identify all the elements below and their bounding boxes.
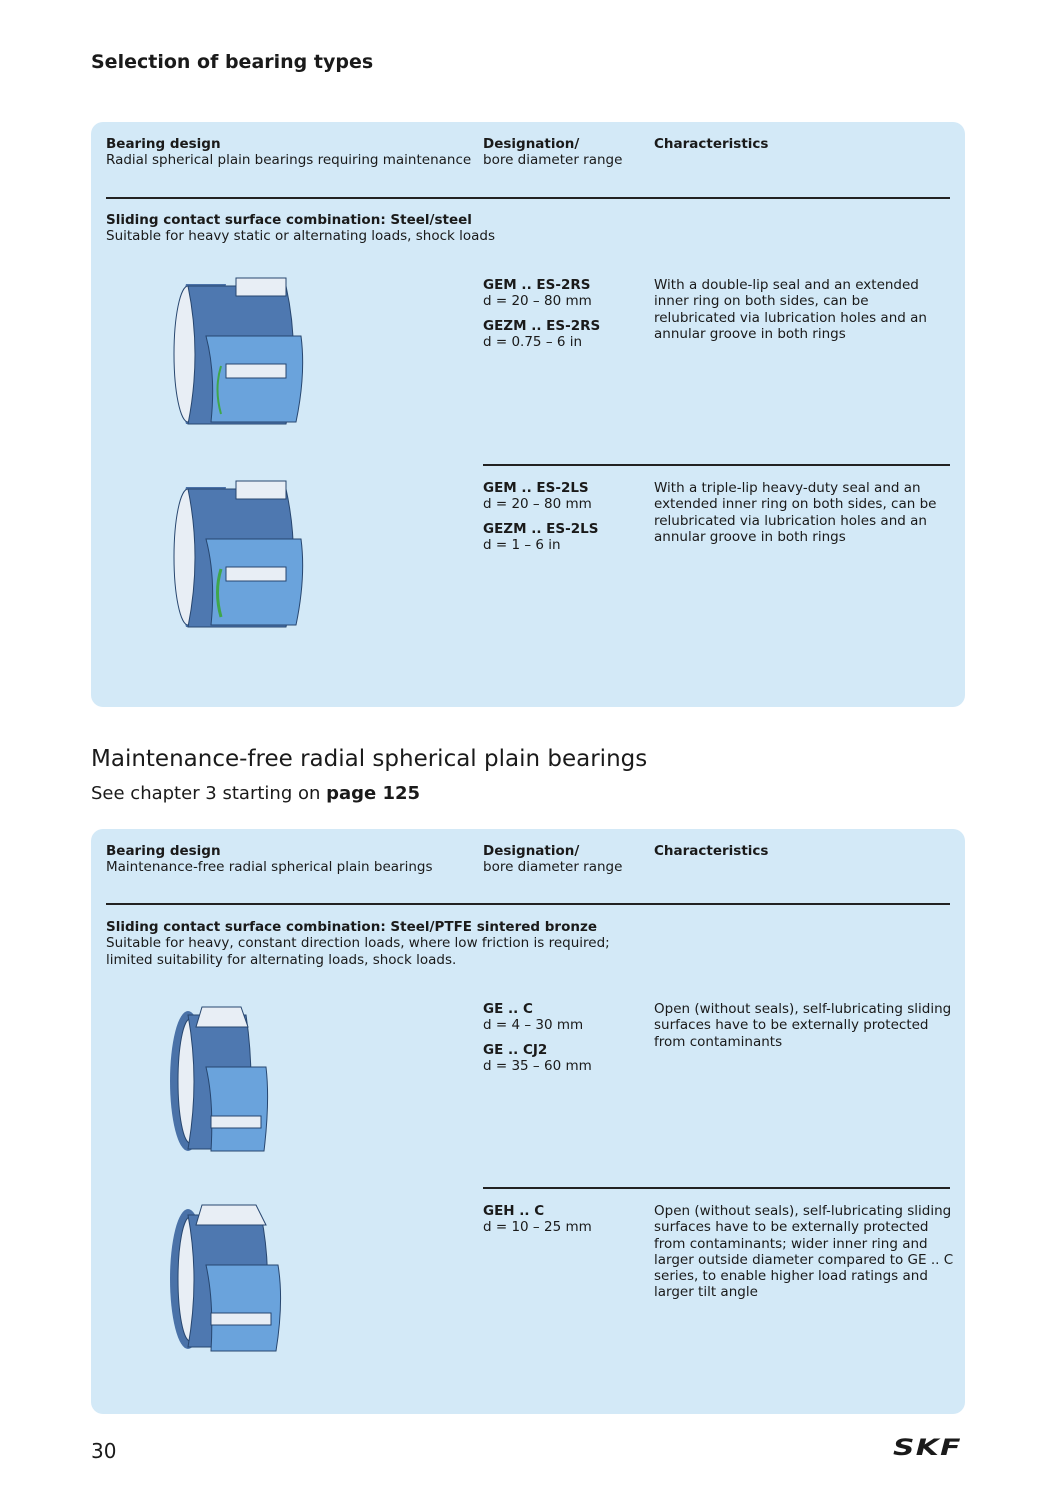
bearing-illustration-heavy-seal [166,477,306,637]
group-desc: limited suitability for alternating loads, shock loads. [106,951,457,968]
designation-code: GEH .. C [483,1203,545,1219]
bearing-illustration-sealed [166,274,306,434]
characteristics-cell: With a double-lip seal and an extended inner ring on both sides, can be relubricated via lubrication holes and an annular groove in both rings [654,277,927,342]
bore-range: d = 20 – 80 mm [483,293,592,310]
designation-cell [483,480,598,553]
skf-logo: SKF [893,1436,962,1461]
designation-code: GEM .. ES-2LS [483,480,589,496]
header-rule [106,903,950,905]
col-characteristics: Characteristics [654,136,769,152]
group-title: Sliding contact surface combination: Steel/steel [106,212,472,228]
col-bearing-design [106,843,432,876]
designation-code: GEZM .. ES-2LS [483,520,599,537]
page-link[interactable]: page 125 [326,783,421,804]
characteristics-cell: Open (without seals), self-lubricating sliding surfaces have to be externally protected from contaminants [654,1001,952,1050]
col-sub: bore diameter range [483,859,623,876]
designation-code: GEM .. ES-2RS [483,277,591,293]
designation-code: GE .. CJ2 [483,1041,548,1058]
col-sub: Maintenance-free radial spherical plain bearings [106,859,433,876]
page-number: 30 [91,1439,117,1463]
col-head: Designation/ [483,843,580,859]
group-heading [106,212,495,245]
designation-code: GE .. C [483,1001,533,1017]
col-head: Designation/ [483,136,580,152]
row-divider [483,1187,950,1189]
group-title: Sliding contact surface combination: Steel/PTFE sintered bronze [106,919,597,935]
row-divider [483,464,950,466]
bore-range: d = 35 – 60 mm [483,1057,592,1074]
col-bearing-design [106,136,471,169]
ref-text: See chapter 3 starting on [91,783,327,804]
group-heading [106,919,610,968]
bore-range: d = 0.75 – 6 in [483,333,583,350]
bearing-illustration-ge-c [166,1001,276,1161]
group-desc: Suitable for heavy static or alternating loads, shock loads [106,228,496,245]
col-characteristics: Characteristics [654,843,769,859]
bore-range: d = 10 – 25 mm [483,1219,592,1236]
section-title: Maintenance-free radial spherical plain bearings [91,746,648,772]
header-rule [106,197,950,199]
col-designation [483,136,622,169]
designation-cell [483,277,600,350]
bearing-table-2 [91,829,965,1414]
bearing-table-1 [91,122,965,707]
col-sub: bore diameter range [483,152,623,169]
page-header: Selection of bearing types [91,51,374,73]
bore-range: d = 20 – 80 mm [483,496,592,513]
chapter-reference [91,783,421,804]
designation-cell [483,1203,592,1236]
designation-code: GEZM .. ES-2RS [483,317,601,334]
col-head: Bearing design [106,843,221,859]
bore-range: d = 1 – 6 in [483,536,561,553]
characteristics-cell: Open (without seals), self-lubricating sliding surfaces have to be externally protected from contaminants; wider inner ring and larger outside diameter compared to GE .. C series, to enable higher load ratings and larger tilt angle [654,1203,954,1301]
bore-range: d = 4 – 30 mm [483,1017,584,1034]
characteristics-cell: With a triple-lip heavy-duty seal and an extended inner ring on both sides, can be relubricated via lubrication holes and an annular groove in both rings [654,480,937,545]
group-desc: Suitable for heavy, constant direction loads, where low friction is required; [106,935,610,952]
col-sub: Radial spherical plain bearings requiring maintenance [106,152,472,169]
col-designation [483,843,622,876]
bearing-illustration-geh-c [166,1201,286,1356]
col-head: Bearing design [106,136,221,152]
designation-cell [483,1001,592,1074]
